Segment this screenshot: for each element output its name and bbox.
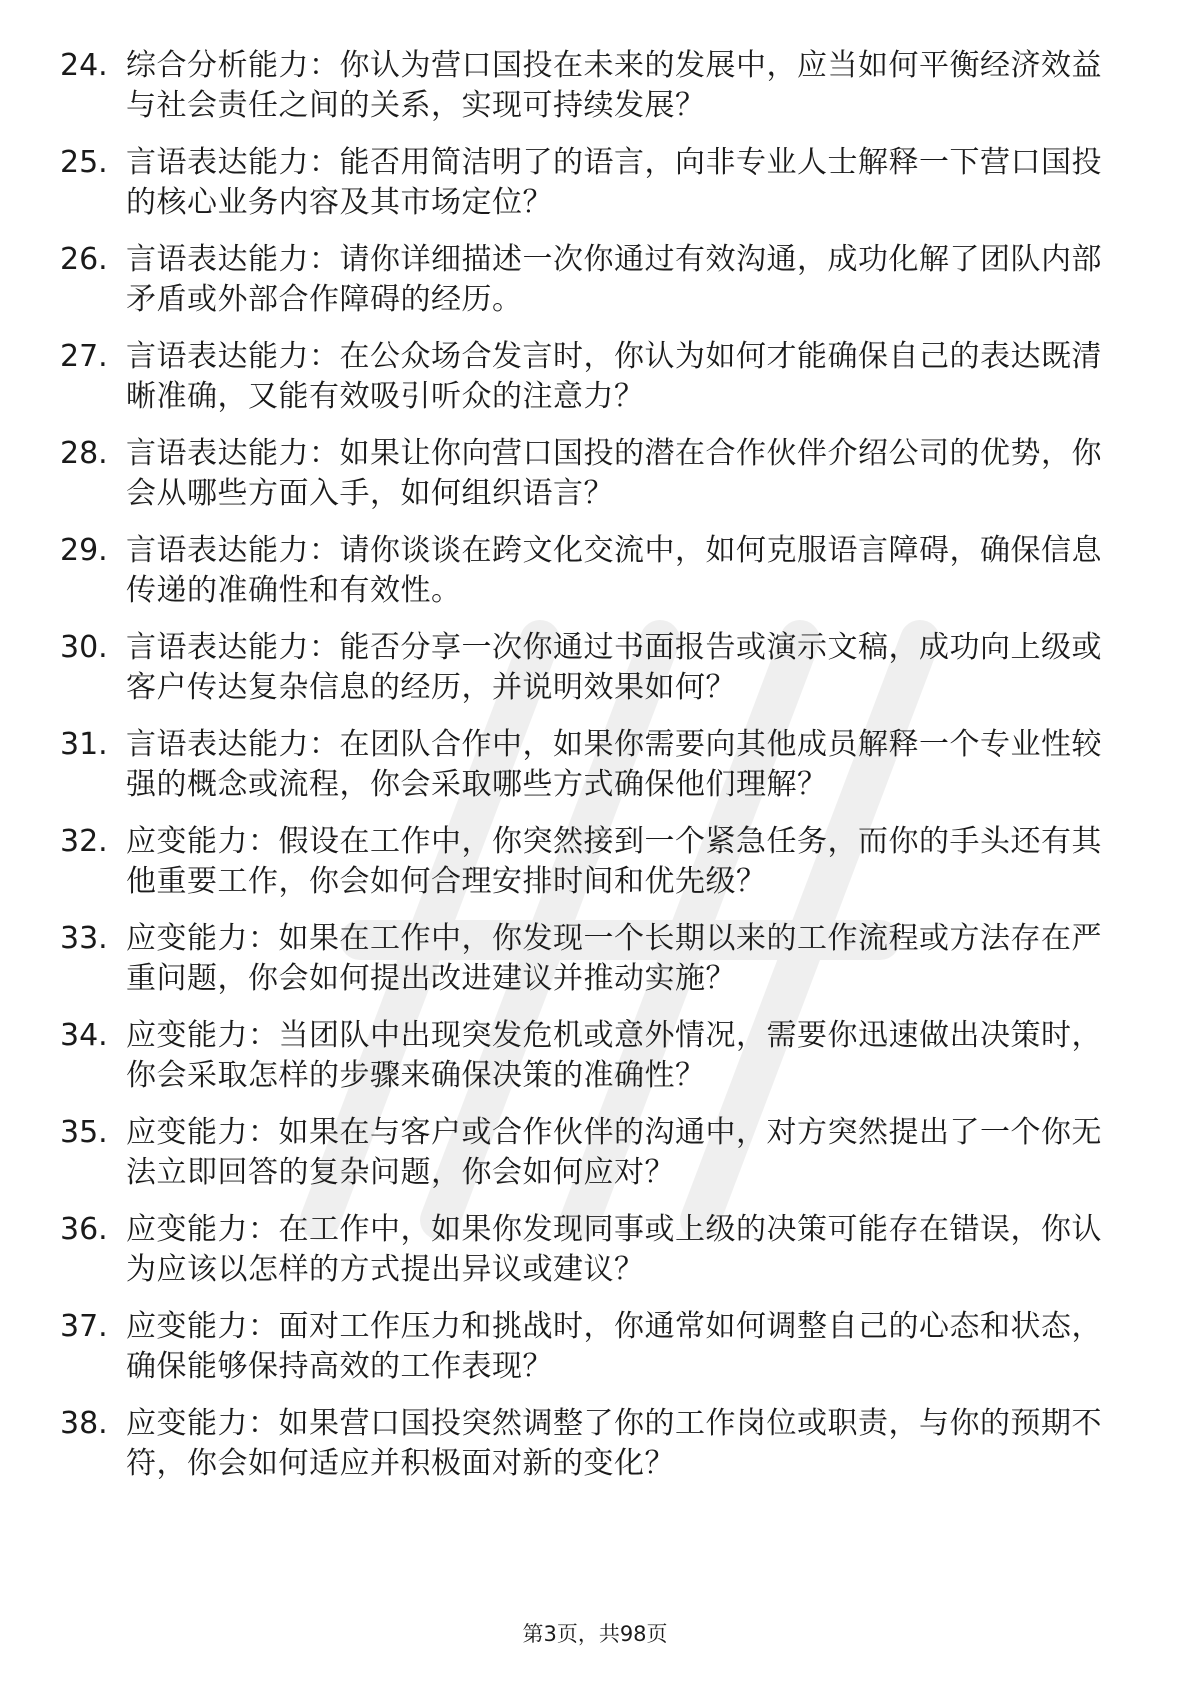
question-text: 应变能力：如果营口国投突然调整了你的工作岗位或职责，与你的预期不符，你会如何适应并积极面对新的变化？ [126,1406,1102,1481]
question-item [60,1210,1120,1290]
question-text: 应变能力：当团队中出现突发危机或意外情况，需要你迅速做出决策时，你会采取怎样的步骤来确保决策的准确性？ [126,1018,1102,1093]
question-number: 29. [60,533,108,568]
question-number: 36. [60,1212,108,1247]
question-number: 35. [60,1115,108,1150]
question-text: 应变能力：面对工作压力和挑战时，你通常如何调整自己的心态和状态，确保能够保持高效的工作表现？ [126,1309,1102,1384]
question-number: 38. [60,1406,108,1441]
question-text: 言语表达能力：在团队合作中，如果你需要向其他成员解释一个专业性较强的概念或流程，你会采取哪些方式确保他们理解？ [126,727,1102,802]
question-text: 应变能力：如果在与客户或合作伙伴的沟通中，对方突然提出了一个你无法立即回答的复杂问题，你会如何应对？ [126,1115,1102,1190]
question-number: 25. [60,145,108,180]
question-number: 32. [60,824,108,859]
question-item [60,1113,1120,1193]
question-text: 言语表达能力：如果让你向营口国投的潜在合作伙伴介绍公司的优势，你会从哪些方面入手，如何组织语言？ [126,436,1102,511]
question-number: 31. [60,727,108,762]
question-item [60,1307,1120,1387]
question-item [60,143,1120,223]
question-text: 应变能力：假设在工作中，你突然接到一个紧急任务，而你的手头还有其他重要工作，你会如何合理安排时间和优先级？ [126,824,1102,899]
question-text: 综合分析能力：你认为营口国投在未来的发展中，应当如何平衡经济效益与社会责任之间的关系，实现可持续发展？ [126,48,1102,123]
question-list [60,46,1120,1501]
question-text: 应变能力：如果在工作中，你发现一个长期以来的工作流程或方法存在严重问题，你会如何提出改进建议并推动实施？ [126,921,1102,996]
question-item [60,1016,1120,1096]
question-number: 30. [60,630,108,665]
question-item [60,1404,1120,1484]
question-item [60,337,1120,417]
question-item [60,628,1120,708]
question-item [60,434,1120,514]
question-item [60,725,1120,805]
question-number: 28. [60,436,108,471]
question-text: 言语表达能力：能否用简洁明了的语言，向非专业人士解释一下营口国投的核心业务内容及其市场定位？ [126,145,1102,220]
question-number: 26. [60,242,108,277]
question-item [60,240,1120,320]
question-text: 言语表达能力：请你谈谈在跨文化交流中，如何克服语言障碍，确保信息传递的准确性和有效性。 [126,533,1102,608]
question-item [60,919,1120,999]
question-text: 言语表达能力：请你详细描述一次你通过有效沟通，成功化解了团队内部矛盾或外部合作障碍的经历。 [126,242,1102,317]
question-number: 27. [60,339,108,374]
question-number: 34. [60,1018,108,1053]
question-number: 37. [60,1309,108,1344]
page-footer: 第3页，共98页 [522,1622,668,1646]
question-number: 24. [60,48,108,83]
question-text: 言语表达能力：在公众场合发言时，你认为如何才能确保自己的表达既清晰准确，又能有效吸引听众的注意力？ [126,339,1102,414]
question-text: 言语表达能力：能否分享一次你通过书面报告或演示文稿，成功向上级或客户传达复杂信息的经历，并说明效果如何？ [126,630,1102,705]
question-item [60,46,1120,126]
question-text: 应变能力：在工作中，如果你发现同事或上级的决策可能存在错误，你认为应该以怎样的方式提出异议或建议？ [126,1212,1102,1287]
question-number: 33. [60,921,108,956]
question-item [60,822,1120,902]
question-item [60,531,1120,611]
